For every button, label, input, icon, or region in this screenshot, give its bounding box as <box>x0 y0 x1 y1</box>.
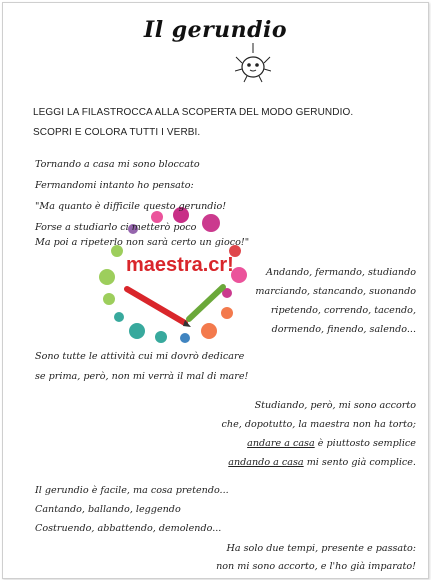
poem-line <box>228 457 416 468</box>
poem-line <box>247 438 416 449</box>
poem-line: marciando, stancando, suonando <box>255 286 416 297</box>
poem-line: dormendo, finendo, salendo... <box>271 324 416 335</box>
poem-line-rest: è piuttosto semplice <box>314 438 416 449</box>
poem-line: che, dopotutto, la maestra non ha torto; <box>221 419 416 430</box>
poem-line: "Ma quanto è difficile questo gerundio! <box>35 201 227 212</box>
poem-line: Costruendo, abbattendo, demolendo... <box>35 523 222 534</box>
instruction-line: SCOPRI E COLORA TUTTI I VERBI. <box>33 127 201 138</box>
logo-text: maestra.cr! <box>126 254 234 276</box>
poem-line: Ma poi a ripeterlo non sarà certo un gioco!" <box>35 237 250 248</box>
instruction-line: LEGGI LA FILASTROCCA ALLA SCOPERTA DEL MODO GERUNDIO. <box>33 107 354 118</box>
poem-line: Il gerundio è facile, ma cosa pretendo... <box>35 485 229 496</box>
spider-icon <box>235 43 271 83</box>
poem-line: Tornando a casa mi sono bloccato <box>35 159 200 170</box>
title-area <box>3 17 428 43</box>
poem-line: se prima, però, non mi verrà il mal di mare! <box>35 371 249 382</box>
poem-line: Cantando, ballando, leggendo <box>35 504 181 515</box>
poem-line: Studiando, però, mi sono accorto <box>254 400 416 411</box>
poem-line: non mi sono accorto, e l'ho già imparato! <box>216 561 416 572</box>
page-title: Il gerundio <box>143 17 288 43</box>
underlined-phrase: andare a casa <box>247 438 315 449</box>
poem-line: Sono tutte le attività cui mi dovrò dedicare <box>35 351 245 362</box>
poem-line-rest: mi sento già complice. <box>303 457 416 468</box>
maestra-logo <box>89 193 259 353</box>
poem-line: ripetendo, correndo, tacendo, <box>270 305 416 316</box>
poem-line: Forse a studiarlo ci metterò poco <box>35 222 197 233</box>
worksheet-page <box>2 2 429 579</box>
poem-line: Ha solo due tempi, presente e passato: <box>226 543 416 554</box>
poem-line: Andando, fermando, studiando <box>266 267 416 278</box>
poem-line: Fermandomi intanto ho pensato: <box>35 180 194 191</box>
underlined-phrase: andando a casa <box>228 457 304 468</box>
